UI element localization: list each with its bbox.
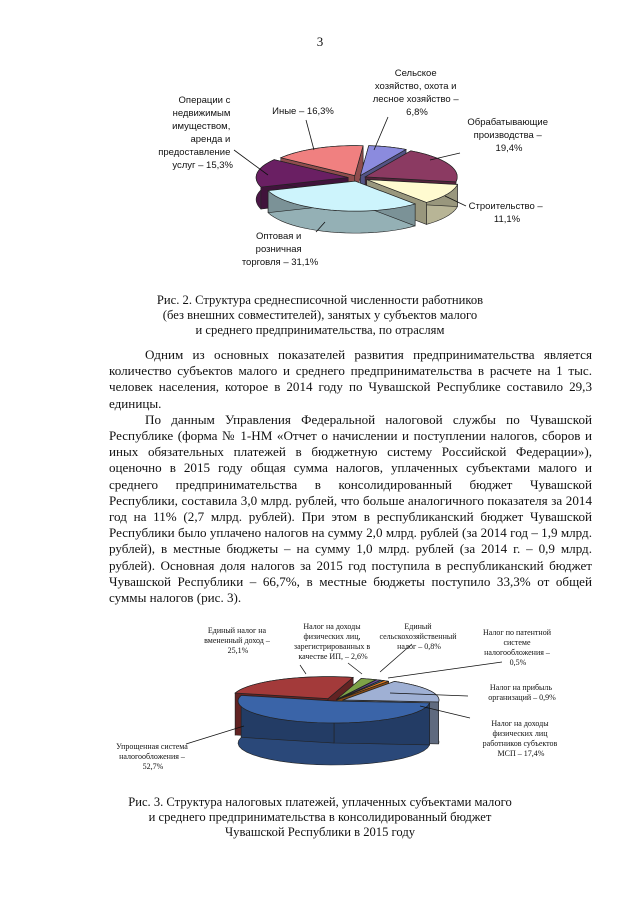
fig3-label-s5: Налог на доходы физических лиц работников субъектов МСП – 17,4%	[482, 719, 558, 758]
figure-2-pie-chart	[0, 0, 640, 290]
fig3-caption-line: Чувашской Республики в 2015 году	[224, 825, 416, 839]
fig2-caption-line: Рис. 2. Структура среднесписочной численности работников	[156, 293, 484, 307]
fig3-label-s0: Единый налог на вмененный доход – 25,1%	[204, 626, 270, 655]
fig3-label-s6: Упрощенная система налогообложения – 52,7%	[116, 742, 188, 771]
fig2-label-s3: Оптовая и розничная торговля – 31,1%	[241, 231, 319, 268]
fig3-label-s2: Единый сельскохозяйственный налог – 0,8%	[379, 622, 457, 651]
fig3-slices	[235, 677, 439, 765]
fig2-label-s1: Обрабатывающие производства – 19,4%	[467, 117, 548, 154]
fig2-label-s0: Сельское хозяйство, охота и лесное хозяйство – 6,8%	[372, 68, 459, 118]
fig3-label-s1: Налог на доходы физических лиц, зарегистрированных в качестве ИП, – 2,6%	[293, 622, 371, 661]
page-number: 3	[316, 34, 324, 49]
paragraph-2: По данным Управления Федеральной налоговой службы по Чувашской Республике (форма № 1-НМ «Отчет о начислении и поступлении налогов, сборов и иных обязательных платежей в бюджетную систему Российской Федерации»), оценочно в 2015 году общая сумма налогов, уплаченных субъектами малого и среднего предпринимательства в консолидированный бюджет Чувашской Республики, составила 3,0 млрд. рублей, что больше аналогичного показателя за 2014 год на 11% (2,7 млрд. рублей). При этом в республиканский бюджет Чувашской Республики было уплачено налогов на сумму 2,0 млрд. рублей (за 2014 год – 1,9 млрд. рублей), в местные бюджеты – на сумму 1,0 млрд. рублей (за 2014 г. – 0,9 млрд. рублей). Основная доля налогов за 2015 год поступила в республиканский бюджет Чувашской Республики – 66,7%, в местные бюджеты поступило 33,3% от общей суммы налогов (рис. 3).	[109, 411, 592, 606]
fig2-label-s5: Иные – 16,3%	[272, 106, 334, 117]
fig2-slices	[256, 146, 457, 234]
fig3-label-s4: Налог на прибыль организаций – 0,9%	[488, 683, 556, 702]
paragraph-1: Одним из основных показателей развития предпринимательства является количество субъектов малого и среднего предпринимательства в расчете на 1 тыс. человек населения, которое в 2014 году по Чувашской Республике составило 29,3 единицы.	[109, 347, 592, 411]
fig2-label-s4: Операции с недвижимым имуществом, аренда и предоставление услуг – 15,3%	[158, 95, 233, 171]
fig2-caption-line: и среднего предпринимательства, по отраслям	[195, 323, 445, 337]
fig3-label-s3: Налог по патентной системе налогообложения – 0,5%	[483, 628, 551, 667]
figure-3-caption	[0, 795, 640, 840]
fig3-caption-line: и среднего предпринимательства в консолидированный бюджет	[148, 810, 492, 824]
figure-3-pie-chart	[0, 618, 640, 793]
fig2-label-s2: Строительство – 11,1%	[468, 201, 543, 225]
fig3-caption-line: Рис. 3. Структура налоговых платежей, уплаченных субъектами малого	[128, 795, 512, 809]
body-text	[109, 347, 592, 606]
fig2-caption-line: (без внешних совместителей), занятых у субъектов малого	[162, 308, 478, 322]
figure-2-caption	[0, 293, 640, 338]
